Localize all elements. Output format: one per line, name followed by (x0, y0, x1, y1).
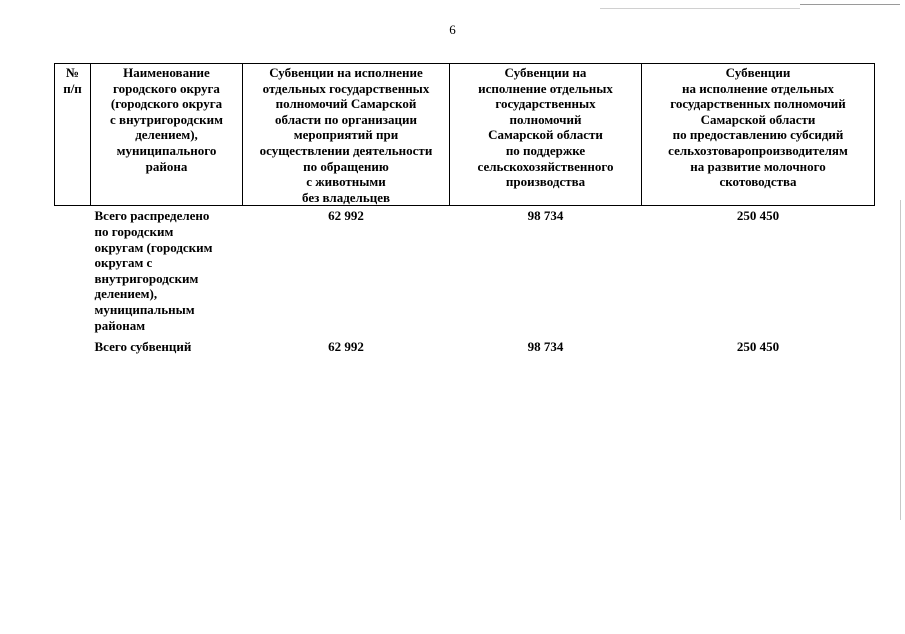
table-row (55, 337, 875, 359)
cell-agriculture-value: 98 734 (527, 339, 564, 355)
cell-animals-value: 62 992 (328, 339, 364, 355)
header-subvention-animals: Субвенции на исполнение отдельных государственных полномочий Самарской области по организации мероприятий при осуществлении деятельности по обращению с животными без владельцев (243, 64, 450, 206)
row-number (55, 337, 91, 359)
subventions-table (54, 63, 875, 359)
scan-artifact-right-edge (900, 200, 901, 520)
header-subvention-agriculture: Субвенции на исполнение отдельных государственных полномочий Самарской области по поддержке сельскохозяйственного производства (450, 64, 642, 206)
header-number: № п/п (55, 64, 91, 206)
table-header-row (55, 64, 875, 206)
cell-agriculture-value: 98 734 (527, 208, 564, 224)
table-row (55, 206, 875, 337)
row-number (55, 206, 91, 337)
row-name-total-subventions: Всего субвенций (94, 339, 192, 355)
row-name-total-distributed: Всего распределено по городским округам (городским округам с внутригородским делением), муниципальным районам (94, 208, 213, 333)
page-number: 6 (449, 22, 456, 37)
cell-animals-value: 62 992 (328, 208, 364, 224)
cell-dairy-value: 250 450 (736, 208, 780, 224)
cell-dairy-value: 250 450 (736, 339, 780, 355)
scan-artifact-top-right (800, 4, 900, 5)
header-municipality-name: Наименование городского округа (городского округа с внутригородским делением), муниципального района (91, 64, 243, 206)
scan-artifact-top-right-2 (600, 8, 800, 9)
header-subvention-dairy: Субвенции на исполнение отдельных государственных полномочий Самарской области по предоставлению субсидий сельхозтоваропроизводителям на развитие молочного скотоводства (642, 64, 875, 206)
